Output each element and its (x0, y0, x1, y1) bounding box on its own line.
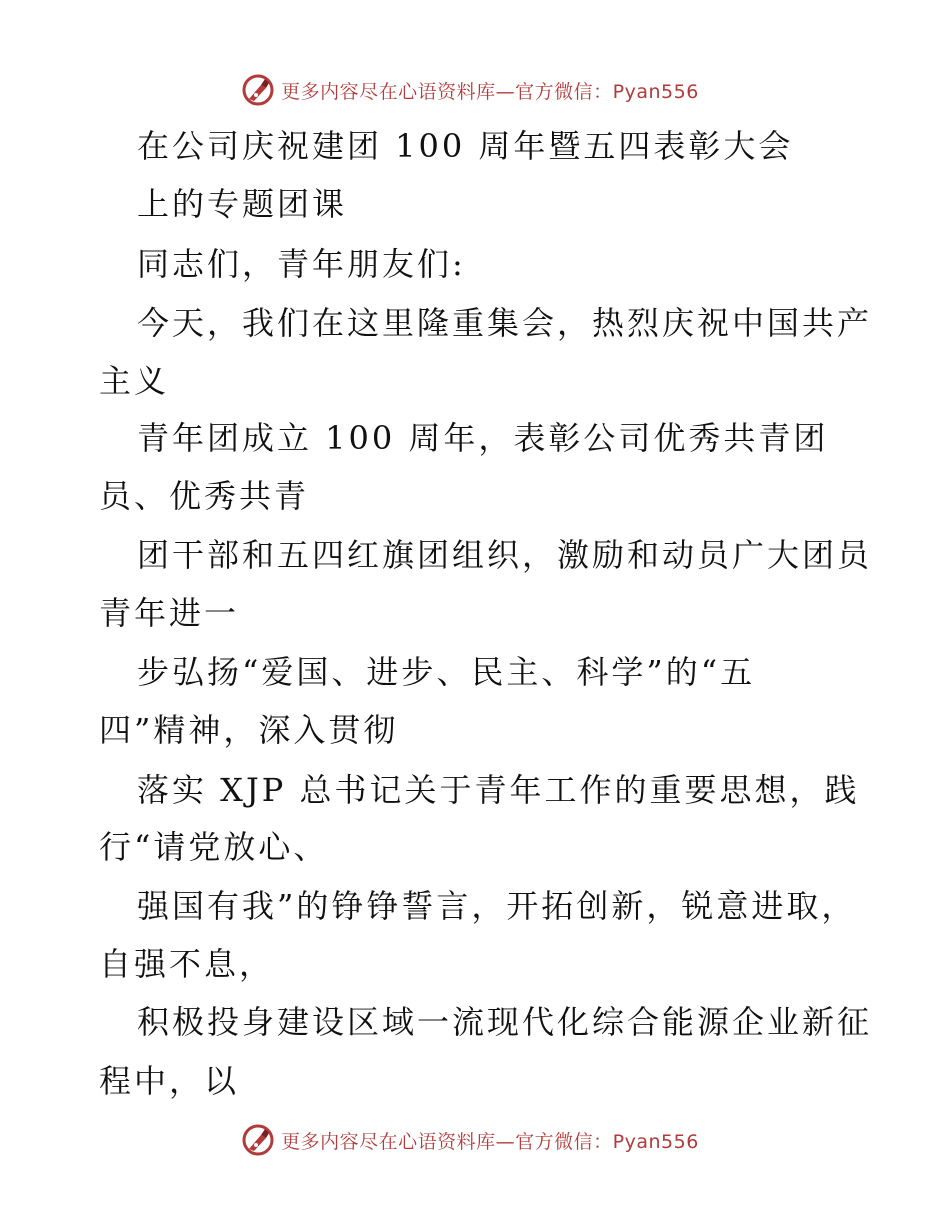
pen-nib-logo-icon (241, 1123, 275, 1157)
banner-text: 更多内容尽在心语资料库—官方微信：Pyan556 (281, 1130, 699, 1153)
banner-content (241, 1123, 699, 1157)
doc-line: 上的专题团课 (137, 185, 348, 223)
doc-line: 员、优秀共青 (99, 477, 310, 515)
doc-line: 程中，以 (99, 1062, 240, 1100)
doc-line: 四”精神，深入贯彻 (99, 711, 399, 749)
doc-line: 在公司庆祝建团 100 周年暨五四表彰大会 (137, 127, 794, 165)
doc-line: 强国有我”的铮铮誓言，开拓创新，锐意进取， (137, 887, 857, 925)
doc-line: 步弘扬“爱国、进步、民主、科学”的“五 (137, 653, 756, 691)
doc-line: 积极投身建设区域一流现代化综合能源企业新征 (137, 1003, 873, 1041)
doc-line: 青年进一 (99, 594, 240, 632)
banner-text: 更多内容尽在心语资料库—官方微信：Pyan556 (281, 80, 699, 103)
doc-line: 落实 XJP 总书记关于青年工作的重要思想，践 (137, 771, 860, 809)
doc-line: 同志们，青年朋友们: (137, 245, 466, 283)
doc-line: 团干部和五四红旗团组织，激励和动员广大团员 (137, 536, 873, 574)
doc-line: 主义 (99, 362, 170, 400)
doc-line: 今天，我们在这里隆重集会，热烈庆祝中国共产 (137, 304, 873, 342)
footer-watermark-banner (0, 1120, 950, 1160)
doc-line: 青年团成立 100 周年，表彰公司优秀共青团 (137, 419, 829, 457)
doc-line: 行“请党放心、 (99, 828, 329, 866)
doc-line: 自强不息， (99, 945, 275, 983)
